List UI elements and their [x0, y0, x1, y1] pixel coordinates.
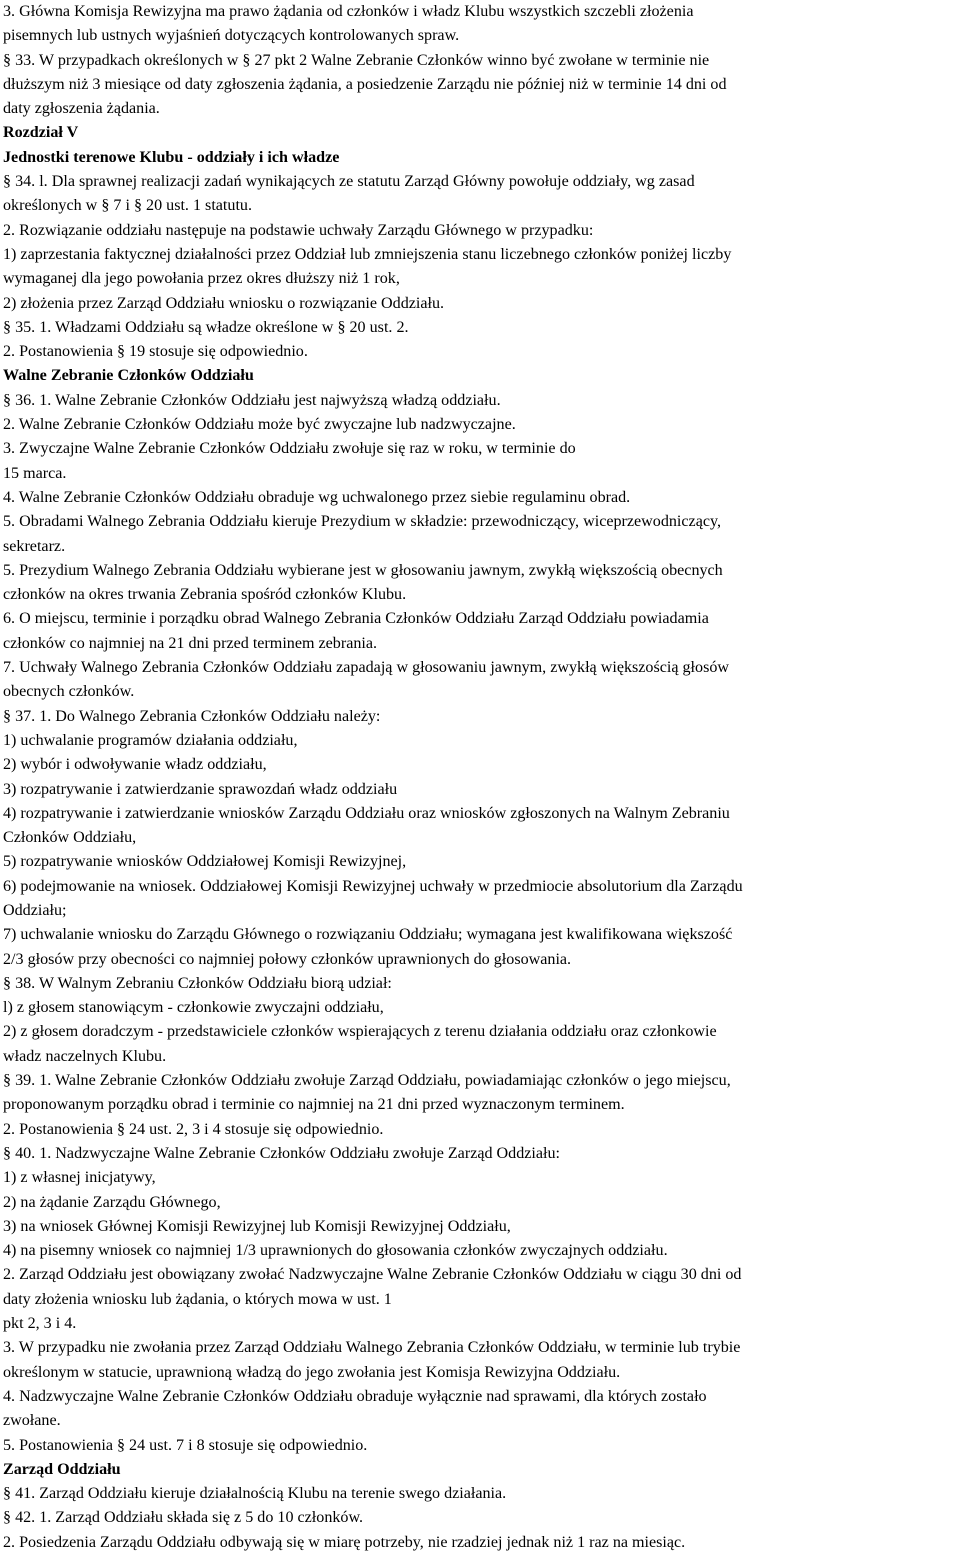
text-line: władz naczelnych Klubu.	[3, 1047, 167, 1065]
section-heading: Jednostki terenowe Klubu - oddziały i ich władze	[3, 148, 340, 166]
text-line: proponowanym porządku obrad i terminie co najmniej na 21 dni przed wyznaczonym terminem.	[3, 1096, 625, 1114]
section-heading: Rozdział V	[3, 124, 79, 142]
text-line: daty zgłoszenia żądania.	[3, 100, 160, 118]
text-line: 2. Postanowienia § 24 ust. 2, 3 i 4 stosuje się odpowiednio.	[3, 1120, 384, 1138]
text-line: § 37. 1. Do Walnego Zebrania Członków Oddziału należy:	[3, 707, 381, 725]
text-line: 2. Posiedzenia Zarządu Oddziału odbywają się w miarę potrzeby, nie rzadziej jednak niż 1 raz na miesiąc.	[3, 1533, 686, 1551]
text-line: 2. Postanowienia § 19 stosuje się odpowiednio.	[3, 343, 308, 361]
text-line: 6) podejmowanie na wniosek. Oddziałowej Komisji Rewizyjnej uchwały w przedmiocie absolutorium dla Zarządu	[3, 877, 743, 895]
text-line: określonych w § 7 i § 20 ust. 1 statutu.	[3, 197, 252, 215]
text-line: § 39. 1. Walne Zebranie Członków Oddziału zwołuje Zarząd Oddziału, powiadamiając członków o jego miejscu,	[3, 1072, 731, 1090]
text-line: zwołane.	[3, 1412, 61, 1430]
text-line: 2/3 głosów przy obecności co najmniej połowy członków uprawnionych do głosowania.	[3, 950, 572, 968]
text-line: § 40. 1. Nadzwyczajne Walne Zebranie Członków Oddziału zwołuje Zarząd Oddziału:	[3, 1144, 561, 1162]
text-line: 3. W przypadku nie zwołania przez Zarząd Oddziału Walnego Zebrania Członków Oddziału, w terminie lub trybie	[3, 1339, 741, 1357]
text-line: § 38. W Walnym Zebraniu Członków Oddziału biorą udział:	[3, 974, 392, 992]
text-line: 2) wybór i odwoływanie władz oddziału,	[3, 756, 267, 774]
text-line: obecnych członków.	[3, 683, 135, 701]
text-line: 4) rozpatrywanie i zatwierdzanie wniosków Zarządu Oddziału oraz wniosków zgłoszonych na Walnym Zebraniu	[3, 804, 730, 822]
text-line: 2) z głosem doradczym - przedstawiciele członków wspierających z terenu działania oddziału oraz członkowie	[3, 1023, 717, 1041]
text-line: określonym w statucie, uprawnioną władzą do jego zwołania jest Komisja Rewizyjna Oddziału.	[3, 1363, 621, 1381]
text-line: § 36. 1. Walne Zebranie Członków Oddziału jest najwyższą władzą oddziału.	[3, 391, 501, 409]
text-line: 4) na pisemny wniosek co najmniej 1/3 uprawnionych do głosowania członków zwyczajnych oddziału.	[3, 1242, 668, 1260]
text-line: 1) zaprzestania faktycznej działalności przez Oddział lub zmniejszenia stanu liczebnego członków poniżej liczby	[3, 245, 732, 263]
text-line: pkt 2, 3 i 4.	[3, 1315, 77, 1333]
text-line: dłuższym niż 3 miesiące od daty zgłoszenia żądania, a posiedzenie Zarządu nie później niż w terminie 14 dni od	[3, 75, 727, 93]
text-line: § 33. W przypadkach określonych w § 27 pkt 2 Walne Zebranie Członków winno być zwołane w terminie nie	[3, 51, 710, 69]
text-line: 2. Rozwiązanie oddziału następuje na podstawie uchwały Zarządu Głównego w przypadku:	[3, 221, 594, 239]
text-line: Członków Oddziału,	[3, 829, 137, 847]
text-line: 2) na żądanie Zarządu Głównego,	[3, 1193, 221, 1211]
text-line: 3. Zwyczajne Walne Zebranie Członków Oddziału zwołuje się raz w roku, w terminie do	[3, 440, 576, 458]
text-line: 5. Prezydium Walnego Zebrania Oddziału wybierane jest w głosowaniu jawnym, zwykłą większością obecnych	[3, 561, 723, 579]
text-line: 4. Walne Zebranie Członków Oddziału obraduje wg uchwalonego przez siebie regulaminu obrad.	[3, 488, 631, 506]
text-line: pisemnych lub ustnych wyjaśnień dotyczących kontrolowanych spraw.	[3, 27, 460, 45]
text-line: 7) uchwalanie wniosku do Zarządu Głównego o rozwiązaniu Oddziału; wymagana jest kwalifikowana większość	[3, 926, 733, 944]
text-line: 2) złożenia przez Zarząd Oddziału wniosku o rozwiązanie Oddziału.	[3, 294, 445, 312]
text-line: 4. Nadzwyczajne Walne Zebranie Członków Oddziału obraduje wyłącznie nad sprawami, dla których zostało	[3, 1387, 707, 1405]
text-line: wymaganej dla jego powołania przez okres dłuższy niż 1 rok,	[3, 270, 400, 288]
text-line: § 41. Zarząd Oddziału kieruje działalnością Klubu na terenie swego działania.	[3, 1485, 507, 1503]
text-line: § 35. 1. Władzami Oddziału są władze określone w § 20 ust. 2.	[3, 318, 409, 336]
text-line: 6. O miejscu, terminie i porządku obrad Walnego Zebrania Członków Oddziału Zarząd Oddziału powiadamia	[3, 610, 709, 628]
text-line: 15 marca.	[3, 464, 67, 482]
text-line: 7. Uchwały Walnego Zebrania Członków Oddziału zapadają w głosowaniu jawnym, zwykłą większością głosów	[3, 659, 730, 677]
text-line: członków na okres trwania Zebrania spośród członków Klubu.	[3, 586, 407, 604]
text-line: 5) rozpatrywanie wniosków Oddziałowej Komisji Rewizyjnej,	[3, 853, 407, 871]
text-line: 5. Postanowienia § 24 ust. 7 i 8 stosuje się odpowiednio.	[3, 1436, 368, 1454]
text-line: 1) z własnej inicjatywy,	[3, 1169, 156, 1187]
text-line: sekretarz.	[3, 537, 66, 555]
text-line: l) z głosem stanowiącym - członkowie zwyczajni oddziału,	[3, 999, 384, 1017]
text-line: członków co najmniej na 21 dni przed terminem zebrania.	[3, 634, 378, 652]
text-line: § 42. 1. Zarząd Oddziału składa się z 5 do 10 członków.	[3, 1509, 364, 1527]
section-heading: Walne Zebranie Członków Oddziału	[3, 367, 254, 385]
text-line: 5. Obradami Walnego Zebrania Oddziału kieruje Prezydium w składzie: przewodniczący, wiceprzewodniczący,	[3, 513, 722, 531]
text-line: daty złożenia wniosku lub żądania, o których mowa w ust. 1	[3, 1290, 392, 1308]
text-line: 2. Zarząd Oddziału jest obowiązany zwołać Nadzwyczajne Walne Zebranie Członków Oddziału w ciągu 30 dni od	[3, 1266, 742, 1284]
section-heading: Zarząd Oddziału	[3, 1460, 121, 1478]
text-line: 2. Walne Zebranie Członków Oddziału może być zwyczajne lub nadzwyczajne.	[3, 416, 516, 434]
text-line: 3) rozpatrywanie i zatwierdzanie sprawozdań władz oddziału	[3, 780, 398, 798]
text-line: 3. Główna Komisja Rewizyjna ma prawo żądania od członków i władz Klubu wszystkich szczebli złożenia	[3, 3, 694, 20]
text-line: § 34. l. Dla sprawnej realizacji zadań wynikających ze statutu Zarząd Główny powołuje oddziały, wg zasad	[3, 173, 695, 191]
text-line: Oddziału;	[3, 901, 67, 919]
text-line: 3) na wniosek Głównej Komisji Rewizyjnej lub Komisji Rewizyjnej Oddziału,	[3, 1217, 511, 1235]
text-line: 1) uchwalanie programów działania oddziału,	[3, 731, 298, 749]
